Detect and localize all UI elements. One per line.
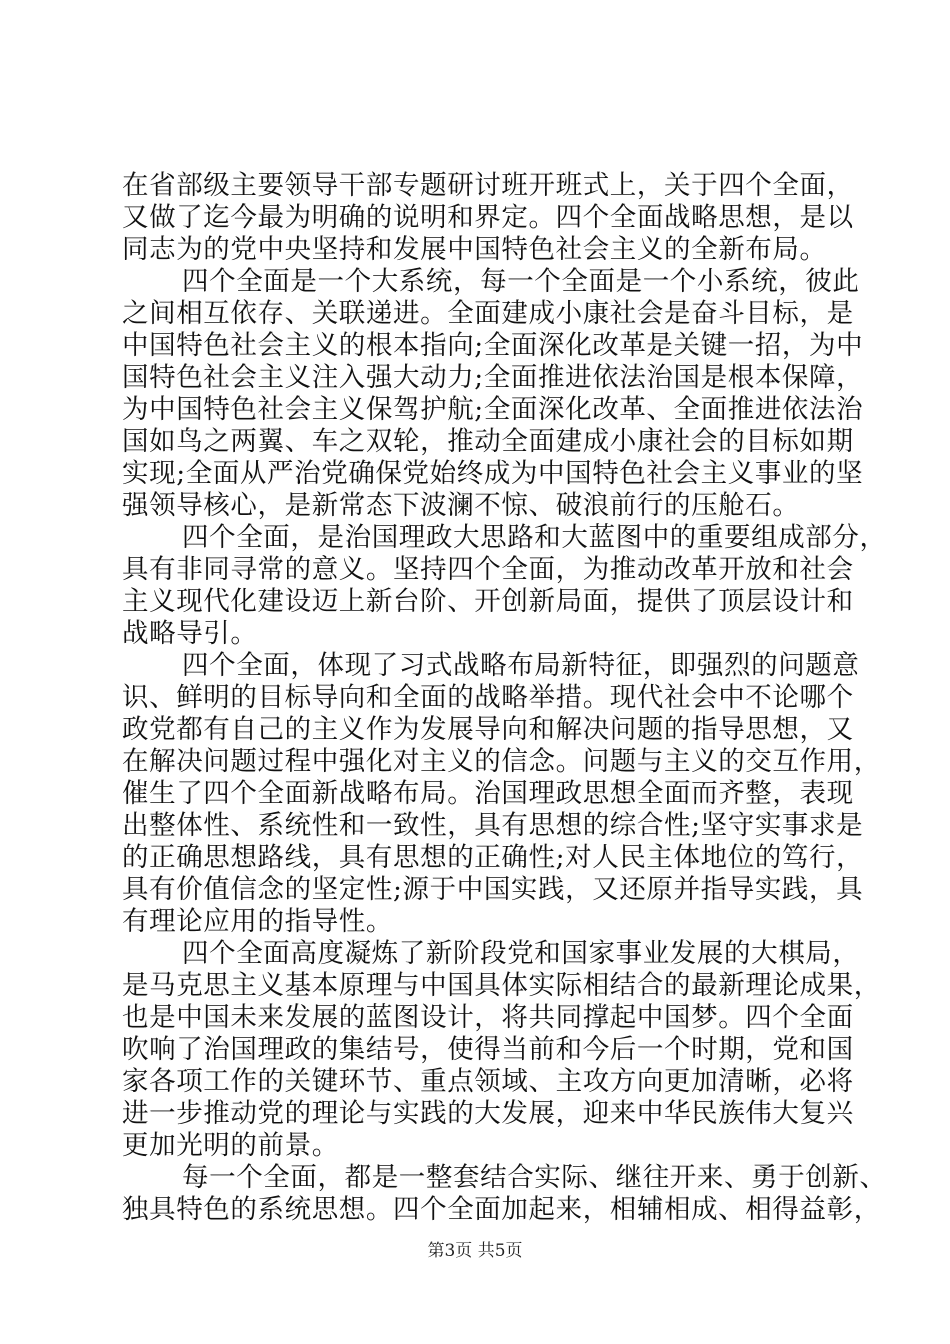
text-line: 的正确思想路线，具有思想的正确性;对人民主体地位的笃行， [122,842,864,873]
text-line: 独具特色的系统思想。四个全面加起来，相辅相成、相得益彰， [122,1194,881,1225]
text-line: 出整体性、系统性和一致性，具有思想的综合性;坚守实事求是 [122,810,864,841]
text-line: 识、鲜明的目标导向和全面的战略举措。现代社会中不论哪个 [122,682,854,713]
text-line: 实现;全面从严治党确保党始终成为中国特色社会主义事业的坚 [122,458,864,489]
text-line: 为中国特色社会主义保驾护航;全面深化改革、全面推进依法治 [122,394,864,425]
document-body [122,170,887,1226]
text-line: 具有非同寻常的意义。坚持四个全面，为推动改革开放和社会 [122,554,854,585]
text-line: 国如鸟之两翼、车之双轮，推动全面建成小康社会的目标如期 [122,426,854,457]
text-line: 国特色社会主义注入强大动力;全面推进依法治国是根本保障， [122,362,864,393]
paragraph-first-line: 四个全面高度凝炼了新阶段党和国家事业发展的大棋局， [182,938,860,969]
text-line: 中国特色社会主义的根本指向;全面深化改革是关键一招，为中 [122,330,864,361]
text-line: 催生了四个全面新战略布局。治国理政思想全面而齐整，表现 [122,778,854,809]
text-line: 更加光明的前景。 [122,1130,339,1161]
text-line: 同志为的党中央坚持和发展中国特色社会主义的全新布局。 [122,234,827,265]
text-line: 政党都有自己的主义作为发展导向和解决问题的指导思想，又 [122,714,854,745]
text-line: 又做了迄今最为明确的说明和界定。四个全面战略思想，是以 [122,202,854,233]
text-line: 主义现代化建设迈上新台阶、开创新局面，提供了顶层设计和 [122,586,854,617]
text-line: 强领导核心，是新常态下波澜不惊、破浪前行的压舱石。 [122,490,800,521]
page-footer: 第3页 共5页 [427,1241,523,1261]
text-line: 战略导引。 [122,618,258,649]
text-line: 进一步推动党的理论与实践的大发展，迎来中华民族伟大复兴 [122,1098,854,1129]
text-line: 吹响了治国理政的集结号，使得当前和今后一个时期，党和国 [122,1034,854,1065]
text-line: 具有价值信念的坚定性;源于中国实践，又还原并指导实践，具 [122,874,864,905]
paragraph-first-line: 每一个全面，都是一整套结合实际、继往开来、勇于创新、 [182,1162,887,1193]
text-line: 是马克思主义基本原理与中国具体实际相结合的最新理论成果， [122,970,881,1001]
text-line: 家各项工作的关键环节、重点领域、主攻方向更加清晰，必将 [122,1066,854,1097]
text-line: 也是中国未来发展的蓝图设计，将共同撑起中国梦。四个全面 [122,1002,854,1033]
text-line: 之间相互依存、关联递进。全面建成小康社会是奋斗目标，是 [122,298,854,329]
paragraph-first-line: 四个全面，体现了习式战略布局新特征，即强烈的问题意 [182,650,860,681]
text-line: 在省部级主要领导干部专题研讨班开班式上，关于四个全面， [122,170,854,201]
text-line: 有理论应用的指导性。 [122,906,393,937]
paragraph-first-line: 四个全面是一个大系统，每一个全面是一个小系统，彼此 [182,266,860,297]
text-line: 在解决问题过程中强化对主义的信念。问题与主义的交互作用， [122,746,881,777]
paragraph-first-line: 四个全面，是治国理政大思路和大蓝图中的重要组成部分， [182,522,887,553]
